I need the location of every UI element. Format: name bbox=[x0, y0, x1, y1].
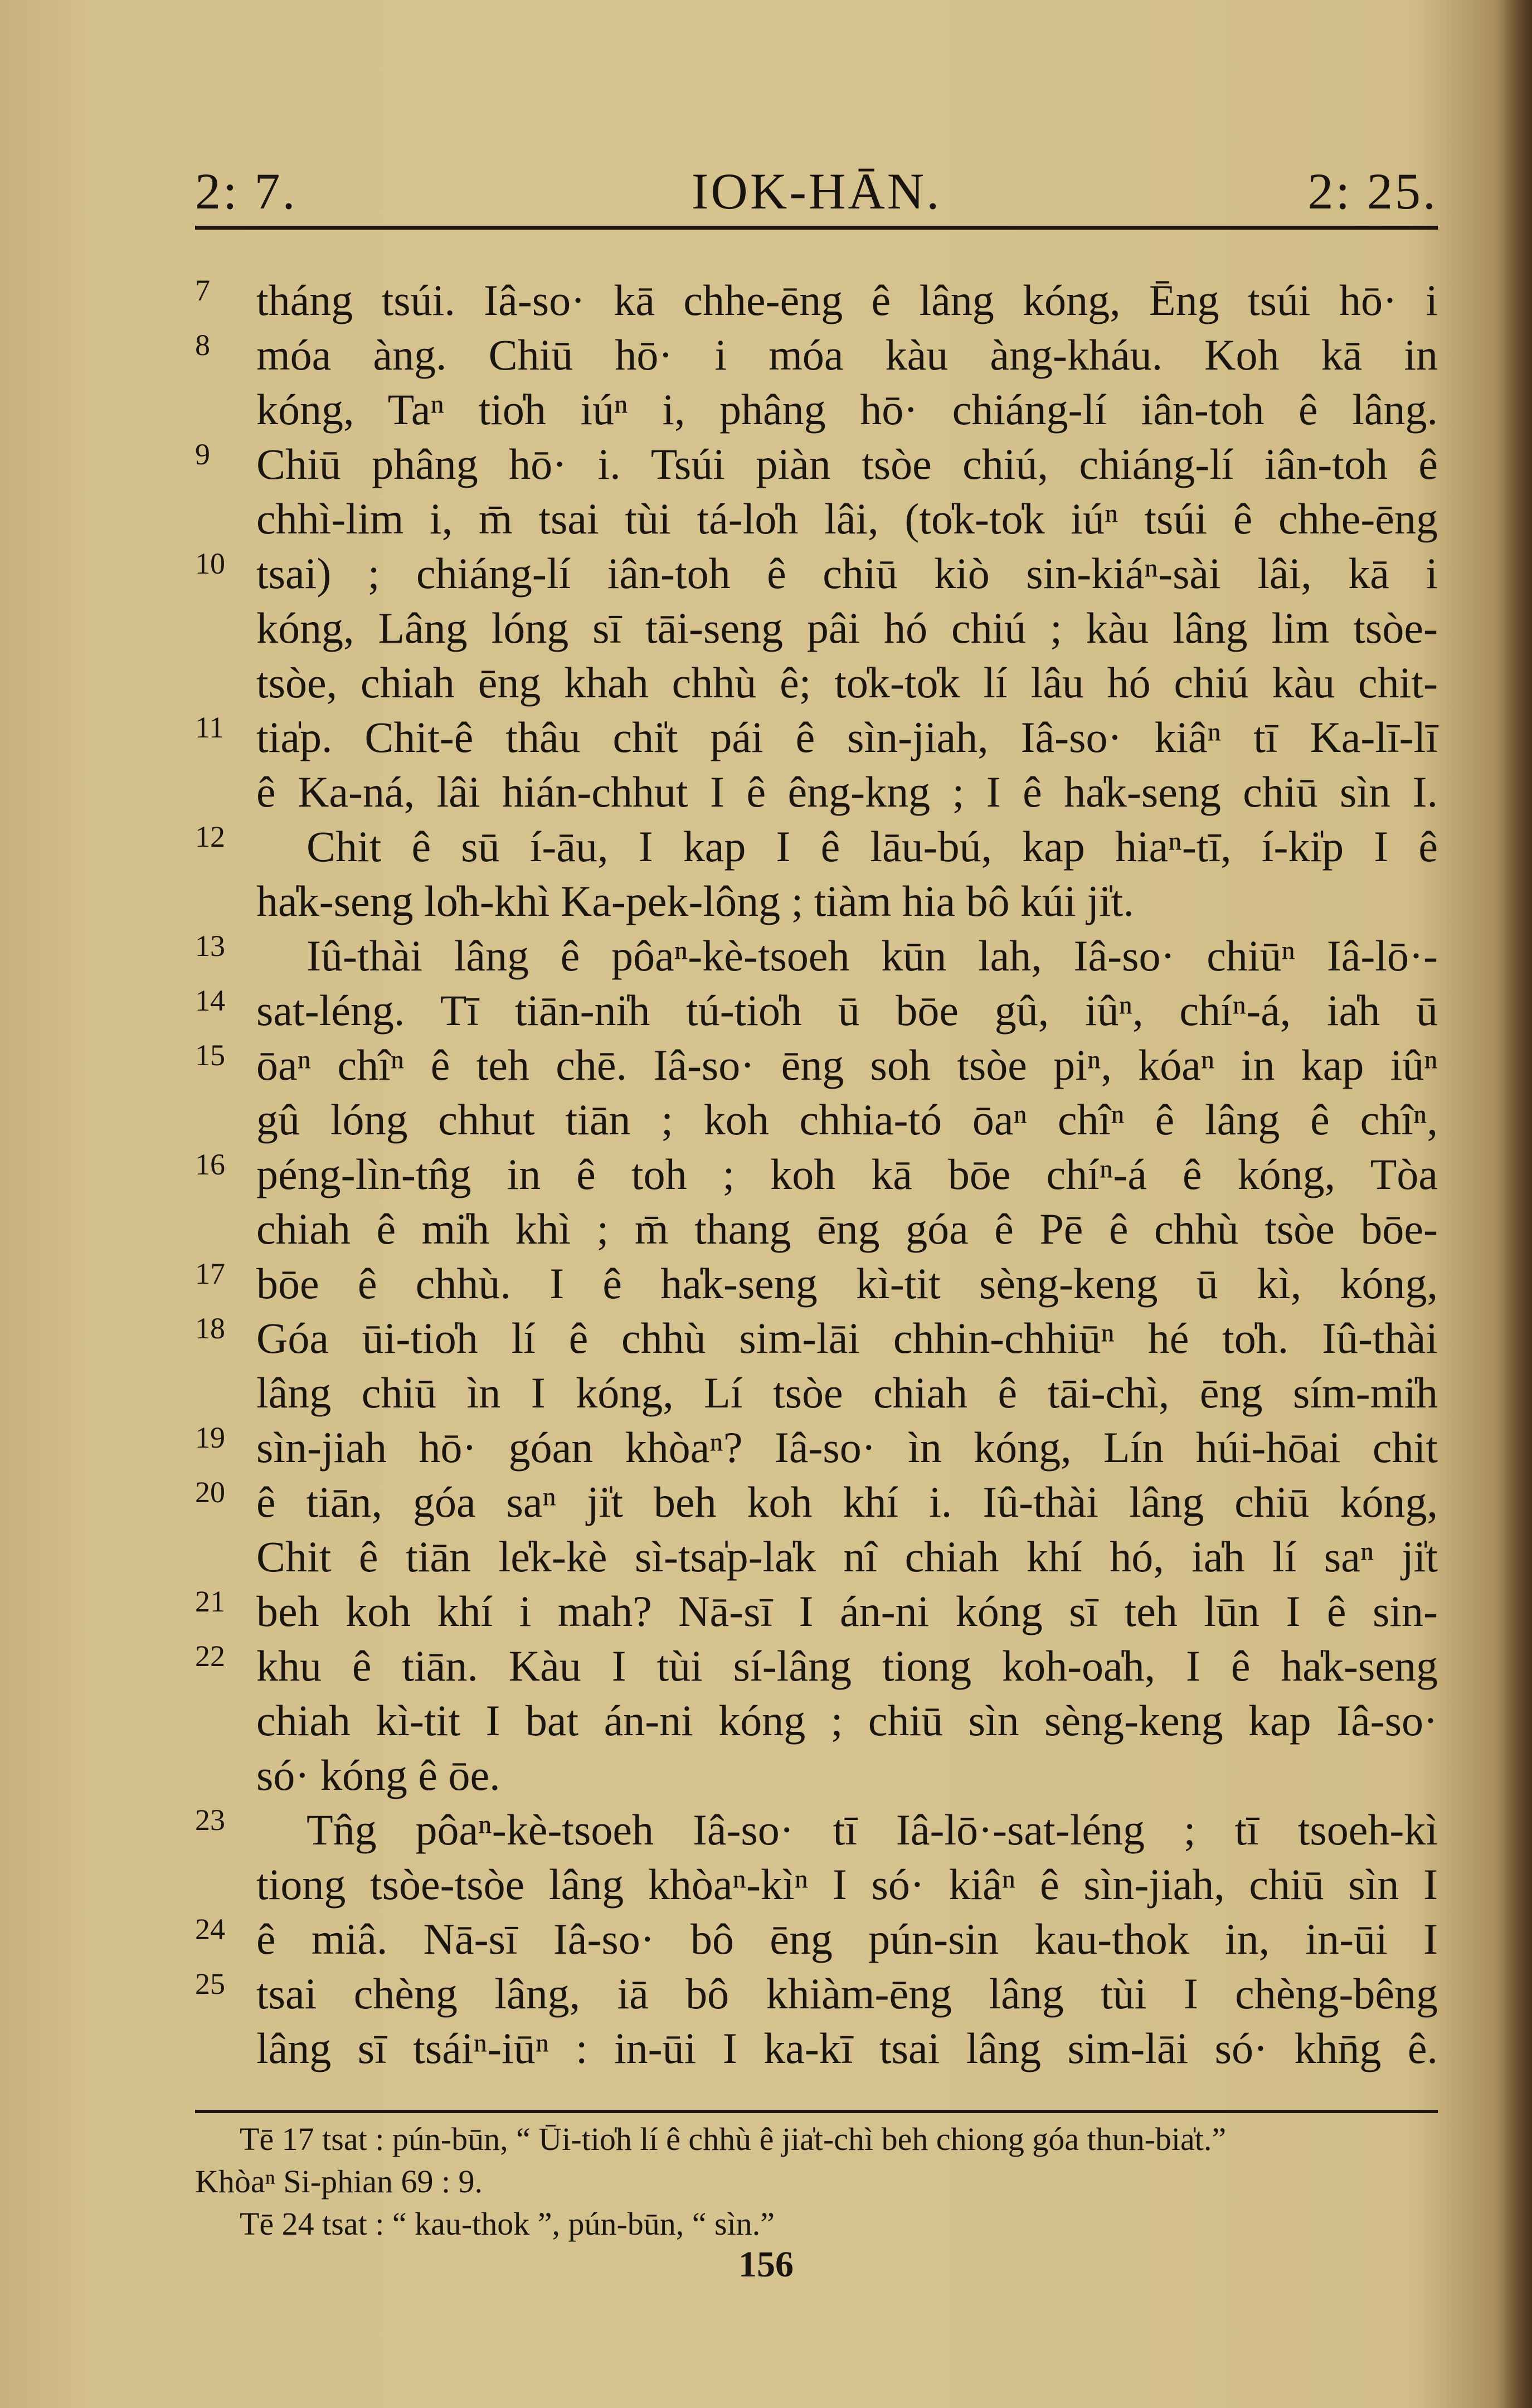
verse-number: 8 bbox=[195, 328, 210, 362]
page-edge-shadow bbox=[1493, 0, 1532, 2408]
verse-number: 12 bbox=[195, 820, 225, 853]
line-text: bōe ê chhù. I ê ha̍k-seng kì-tit sèng-keng ū kì, kóng, bbox=[256, 1259, 1438, 1308]
verse-number: 17 bbox=[195, 1257, 225, 1290]
line-text: gû lóng chhut tiān ; koh chhia-tó ōaⁿ chîⁿ ê lâng ê chîⁿ, bbox=[256, 1095, 1438, 1144]
line-text: tháng tsúi. Iâ-so· kā chhe-ēng ê lâng kóng, Ēng tsúi hō· i bbox=[256, 276, 1438, 324]
text-line bbox=[195, 1857, 1438, 1912]
footnote-line: Khòaⁿ Si-phian 69 : 9. bbox=[195, 2163, 483, 2200]
text-line bbox=[195, 1420, 1438, 1475]
line-text: Chit ê tiān le̍k-kè sì-tsa̍p-la̍k nî chiah khí hó, ia̍h lí saⁿ ji̍t bbox=[256, 1532, 1438, 1581]
line-text: chiah kì-tit I bat án-ni kóng ; chiū sìn sèng-keng kap Iâ-so· bbox=[256, 1696, 1438, 1745]
text-line bbox=[195, 1584, 1438, 1639]
verse-number: 16 bbox=[195, 1148, 225, 1181]
line-text: móa àng. Chiū hō· i móa kàu àng-kháu. Koh kā in bbox=[256, 331, 1438, 379]
line-text: tia̍p. Chit-ê thâu chi̍t pái ê sìn-jiah, Iâ-so· kiâⁿ tī Ka-lī-lī bbox=[256, 713, 1438, 761]
verse-number: 20 bbox=[195, 1475, 225, 1509]
text-line bbox=[195, 546, 1438, 601]
text-line bbox=[195, 1038, 1438, 1093]
verse-number: 22 bbox=[195, 1639, 225, 1673]
line-text: tsòe, chiah ēng khah chhù ê; to̍k-to̍k lí lâu hó chiú kàu chit- bbox=[256, 658, 1438, 707]
line-text: só· kóng ê ōe. bbox=[256, 1751, 500, 1799]
verse-number: 18 bbox=[195, 1312, 225, 1345]
body-text bbox=[195, 273, 1438, 2076]
line-text: sìn-jiah hō· góan khòaⁿ? Iâ-so· ìn kóng, Lín húi-hōai chit bbox=[256, 1423, 1438, 1472]
text-line bbox=[195, 710, 1438, 765]
chapter-verse-end: 2: 25. bbox=[1307, 163, 1438, 220]
verse-number: 10 bbox=[195, 547, 225, 580]
line-text: ōaⁿ chîⁿ ê teh chē. Iâ-so· ēng soh tsòe piⁿ, kóaⁿ in kap iûⁿ bbox=[256, 1041, 1438, 1089]
line-text: tiong tsòe-tsòe lâng khòaⁿ-kìⁿ I só· kiâⁿ ê sìn-jiah, chiū sìn I bbox=[256, 1860, 1438, 1909]
verse-number: 25 bbox=[195, 1967, 225, 2001]
verse-number: 11 bbox=[195, 711, 224, 744]
line-text: ê miâ. Nā-sī Iâ-so· bô ēng pún-sin kau-thok in, in-ūi I bbox=[256, 1915, 1438, 1963]
verse-number: 7 bbox=[195, 274, 210, 307]
line-text: kóng, Taⁿ tio̍h iúⁿ i, phâng hō· chiáng-lí iân-toh ê lâng. bbox=[256, 385, 1438, 434]
text-line bbox=[195, 2021, 1438, 2076]
line-text: ê tiān, góa saⁿ ji̍t beh koh khí i. Iû-thài lâng chiū kóng, bbox=[256, 1478, 1438, 1526]
verse-number: 14 bbox=[195, 984, 225, 1017]
text-line bbox=[195, 1256, 1438, 1311]
running-head bbox=[195, 151, 1438, 223]
text-line bbox=[195, 1366, 1438, 1420]
line-text: khu ê tiān. Kàu I tùi sí-lâng tiong koh-oa̍h, I ê ha̍k-seng bbox=[256, 1642, 1438, 1690]
line-text: Chiū phâng hō· i. Tsúi piàn tsòe chiú, chiáng-lí iân-toh ê bbox=[256, 440, 1438, 488]
text-line bbox=[195, 1311, 1438, 1366]
line-text: ê Ka-ná, lâi hián-chhut I ê êng-kng ; I ê ha̍k-seng chiū sìn I. bbox=[256, 768, 1438, 816]
line-text: ha̍k-seng lo̍h-khì Ka-pek-lông ; tiàm hia bô kúi ji̍t. bbox=[256, 877, 1134, 925]
line-text: sat-léng. Tī tiān-ni̍h tú-tio̍h ū bōe gû, iûⁿ, chíⁿ-á, ia̍h ū bbox=[256, 986, 1438, 1035]
verse-number: 13 bbox=[195, 929, 225, 963]
line-text: chiah ê mi̍h khì ; m̄ thang ēng góa ê Pē ê chhù tsòe bōe- bbox=[256, 1205, 1438, 1253]
footnote-line: Tē 17 tsat : pún-būn, “ Ūi-tio̍h lí ê chhù ê jia̍t-chì beh chiong góa thun-bia̍t.” bbox=[240, 2121, 1227, 2157]
book-title: IOK-HĀN. bbox=[691, 163, 942, 220]
line-text: lâng chiū ìn I kóng, Lí tsòe chiah ê tāi-chì, ēng sím-mi̍h bbox=[256, 1368, 1438, 1417]
line-text: tsai) ; chiáng-lí iân-toh ê chiū kiò sin-kiáⁿ-sài lâi, kā i bbox=[256, 549, 1438, 598]
text-line bbox=[195, 983, 1438, 1038]
line-text: Chit ê sū í-āu, I kap I ê lāu-bú, kap hiaⁿ-tī, í-ki̍p I ê bbox=[307, 822, 1438, 871]
text-line bbox=[195, 1147, 1438, 1202]
line-text: Tn̂g pôaⁿ-kè-tsoeh Iâ-so· tī Iâ-lō·-sat-léng ; tī tsoeh-kì bbox=[307, 1805, 1438, 1854]
text-line bbox=[195, 492, 1438, 546]
line-text: Góa ūi-tio̍h lí ê chhù sim-lāi chhin-chhiūⁿ hé to̍h. Iû-thài bbox=[256, 1314, 1438, 1362]
footnote-rule bbox=[195, 2110, 1438, 2113]
header-rule bbox=[195, 226, 1438, 230]
text-line bbox=[195, 1912, 1438, 1967]
text-line bbox=[195, 656, 1438, 710]
text-line bbox=[195, 1639, 1438, 1693]
text-line bbox=[195, 1693, 1438, 1748]
verse-number: 19 bbox=[195, 1421, 225, 1454]
footnote-line: Tē 24 tsat : “ kau-thok ”, pún-būn, “ sìn.” bbox=[240, 2206, 775, 2242]
line-text: kóng, Lâng lóng sī tāi-seng pâi hó chiú ; kàu lâng lim tsòe- bbox=[256, 604, 1438, 652]
line-text: tsai chèng lâng, iā bô khiàm-ēng lâng tùi I chèng-bêng bbox=[256, 1969, 1438, 2018]
line-text: péng-lìn-tn̂g in ê toh ; koh kā bōe chíⁿ-á ê kóng, Tòa bbox=[256, 1150, 1438, 1198]
verse-number: 24 bbox=[195, 1912, 225, 1946]
text-line bbox=[195, 382, 1438, 437]
verse-number: 15 bbox=[195, 1038, 225, 1072]
line-text: chhì-lim i, m̄ tsai tùi tá-lo̍h lâi, (to̍k-to̍k iúⁿ tsúi ê chhe-ēng bbox=[256, 494, 1438, 543]
text-line bbox=[195, 1202, 1438, 1256]
line-text: lâng sī tsáiⁿ-iūⁿ : in-ūi I ka-kī tsai lâng sim-lāi só· khn̄g ê. bbox=[256, 2024, 1438, 2072]
text-line bbox=[195, 1530, 1438, 1584]
verse-number: 23 bbox=[195, 1803, 225, 1837]
text-line bbox=[195, 1475, 1438, 1530]
chapter-verse-start: 2: 7. bbox=[195, 163, 298, 220]
footnotes bbox=[195, 2118, 1438, 2245]
text-line bbox=[195, 328, 1438, 382]
page-number: 156 bbox=[738, 2244, 794, 2285]
text-line bbox=[195, 1967, 1438, 2021]
text-line bbox=[195, 874, 1438, 929]
line-text: Iû-thài lâng ê pôaⁿ-kè-tsoeh kūn lah, Iâ-so· chiūⁿ Iâ-lō·- bbox=[307, 931, 1438, 980]
text-line bbox=[195, 437, 1438, 492]
text-line bbox=[195, 1803, 1438, 1857]
verse-number: 9 bbox=[195, 438, 210, 471]
text-line bbox=[195, 601, 1438, 656]
text-line bbox=[195, 765, 1438, 819]
verse-number: 21 bbox=[195, 1585, 225, 1618]
text-line bbox=[195, 819, 1438, 874]
text-line bbox=[195, 1093, 1438, 1147]
text-line bbox=[195, 1748, 1438, 1803]
line-text: beh koh khí i mah? Nā-sī I án-ni kóng sī teh lūn I ê sin- bbox=[256, 1587, 1438, 1635]
text-line bbox=[195, 273, 1438, 328]
text-line bbox=[195, 929, 1438, 983]
